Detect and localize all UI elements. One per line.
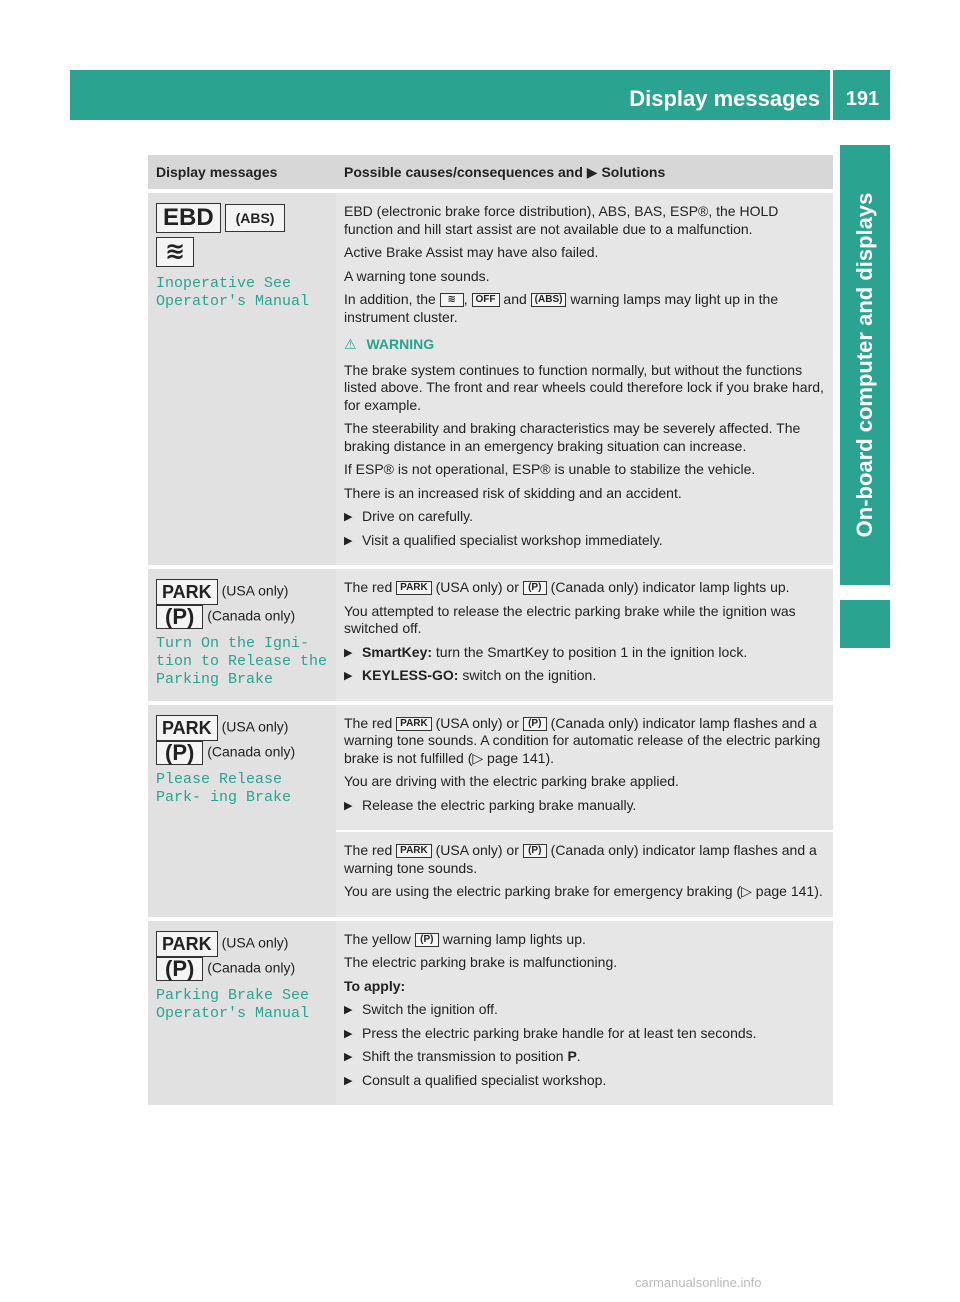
display-message-text: Inoperative See Operator's Manual — [156, 275, 310, 310]
ebd-icon: EBD — [156, 203, 221, 233]
park-icon: PARK — [396, 581, 432, 595]
table-row — [148, 919, 833, 1106]
display-message-text: Please Release Park‐ ing Brake — [156, 770, 292, 806]
list-item: ▶ Press the electric parking brake handle for at least ten seconds. — [344, 1025, 825, 1043]
abs-icon: (ABS) — [225, 204, 286, 232]
message-cell — [148, 191, 336, 567]
display-message-text: Parking Brake See Operator's Manual — [156, 986, 310, 1022]
parking-brake-icon: (P) — [523, 844, 547, 858]
page-number: 191 — [845, 88, 880, 110]
park-icon: PARK — [396, 717, 432, 731]
park-icon: PARK — [156, 715, 218, 741]
causes-cell: The red PARK (USA only) or (P) (Canada only) indicator lamp flashes and a warning tone sounds. A condition for automatic release of the electric parking brake is not fulfilled (▷ page 141). You are driving with the electric parking brake applied. ▶ Release the electric parking brake manually. — [336, 703, 833, 832]
message-cell: PARK (USA only) (P) (Canada only) Turn On the Igni‐ tion to Release the Parking Brake — [148, 567, 336, 703]
parking-brake-icon: (P) — [523, 581, 547, 595]
list-item: ▶ Release the electric parking brake manually. — [344, 797, 825, 815]
table-row — [148, 567, 833, 703]
table-header-row — [148, 155, 833, 191]
col-header-display-messages: Display messages — [148, 155, 336, 191]
arrow-right-icon: ▶ — [586, 163, 598, 180]
display-message-text: Turn On the Igni‐ tion to Release the Parking Brake — [156, 635, 328, 688]
header-separator — [830, 70, 833, 120]
parking-brake-icon: (P) — [156, 741, 203, 765]
skid-icon: ≋ — [440, 293, 464, 307]
list-item: ▶ Shift the transmission to position P. — [344, 1048, 825, 1066]
park-icon: PARK — [156, 579, 218, 605]
esp-off-icon: OFF — [472, 293, 500, 307]
parking-brake-icon: (P) — [156, 957, 203, 981]
side-tab-label: On-board computer and displays — [852, 192, 877, 538]
causes-cell: EBD (electronic brake force distribution), ABS, BAS, ESP®, the HOLD function and hill start assist are not available due to a malfunction. Active Brake Assist may have also failed. A warning tone sounds. In addition, the ≋ , OFF and (ABS) warning lamps may light up in the instrument cluster. ⚠ WARNING The brake system continues to function normally, but without the functions listed above. The front and rear wheels could therefore lock if you brake hard, for example. The steerability and braking characteristics may be severely affected. The braking distance in an emergency braking situation can increase. If ESP® is not operational, ESP® is unable to stabilize the vehicle. There is an increased risk of skidding and an accident. ▶ Drive on carefully. ▶ Visit a qualified specialist workshop immediately. — [336, 191, 833, 567]
message-cell: PARK (USA only) (P) (Canada only) Please Release Park‐ ing Brake — [148, 703, 336, 919]
table-row — [148, 191, 833, 567]
park-icon: PARK — [396, 844, 432, 858]
warning-triangle-icon: ⚠ — [344, 336, 357, 352]
watermark: carmanualsonline.info — [635, 1275, 762, 1290]
park-icon: PARK — [156, 931, 218, 957]
display-messages-table — [148, 155, 833, 1105]
list-item: ▶ SmartKey: turn the SmartKey to position 1 in the ignition lock. — [344, 644, 825, 662]
table-row — [148, 703, 833, 832]
col-header-causes: Possible causes/consequences and ▶ Solutions — [336, 155, 833, 191]
parking-brake-icon: (P) — [156, 605, 203, 629]
parking-brake-icon: (P) — [415, 933, 439, 947]
warning-heading: ⚠ WARNING — [344, 336, 435, 352]
skid-icon: ≋ — [156, 237, 194, 267]
message-cell: PARK (USA only) (P) (Canada only) Parking Brake See Operator's Manual — [148, 919, 336, 1106]
list-item: ▶ Switch the ignition off. — [344, 1001, 825, 1019]
abs-icon: (ABS) — [531, 293, 567, 307]
causes-cell: The red PARK (USA only) or (P) (Canada only) indicator lamp flashes and a warning tone sounds. You are using the electric parking brake for emergency braking (▷ page 141). — [336, 831, 833, 919]
causes-cell: The yellow (P) warning lamp lights up. The electric parking brake is malfunctioning. To apply: ▶ Switch the ignition off. ▶ Press the electric parking brake handle for at least ten seconds. ▶ Shift the transmission to position P. ▶ Consult a qualified specialist workshop. — [336, 919, 833, 1106]
list-item: ▶ KEYLESS-GO: switch on the ignition. — [344, 667, 825, 685]
page-title: Display messages — [629, 86, 820, 111]
list-item: ▶ Drive on carefully. — [344, 508, 825, 526]
parking-brake-icon: (P) — [523, 717, 547, 731]
list-item: ▶ Consult a qualified specialist workshop. — [344, 1072, 825, 1090]
causes-cell: The red PARK (USA only) or (P) (Canada only) indicator lamp lights up. You attempted to release the electric parking brake while the ignition was switched off. ▶ SmartKey: turn the SmartKey to position 1 in the ignition lock. ▶ KEYLESS-GO: switch on the ignition. — [336, 567, 833, 703]
side-tab-marker — [840, 600, 890, 648]
list-item: ▶ Visit a qualified specialist workshop immediately. — [344, 532, 825, 550]
